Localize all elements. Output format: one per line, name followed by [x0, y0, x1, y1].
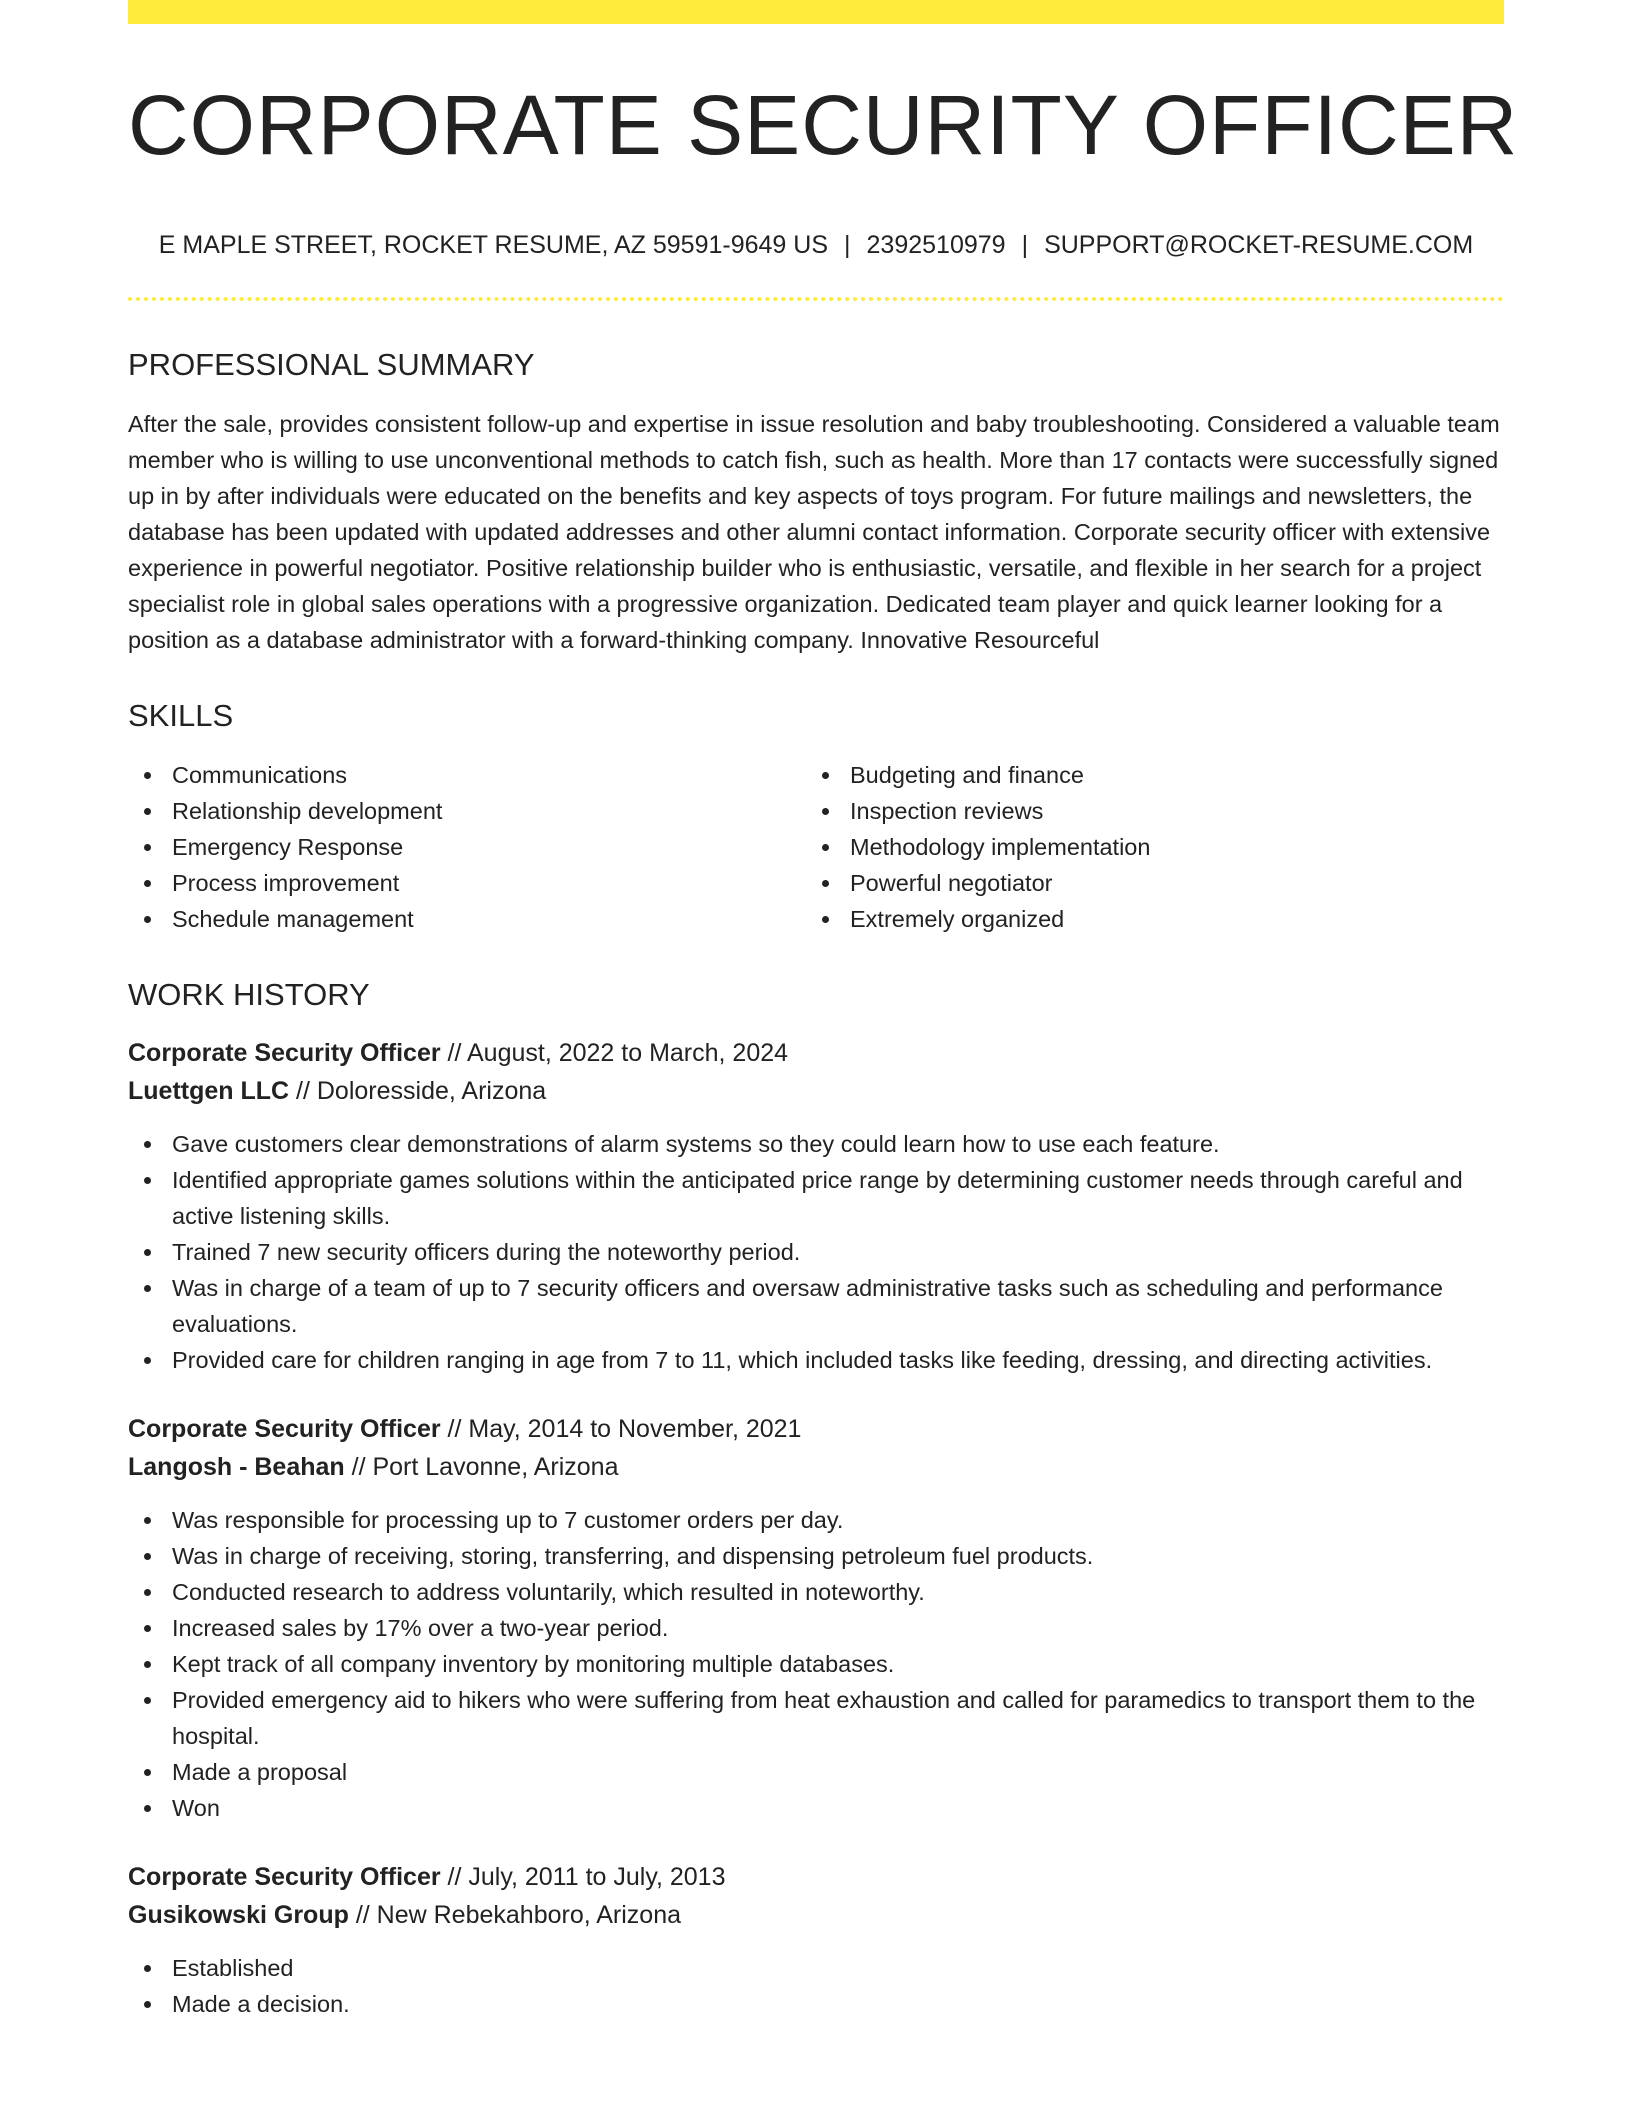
job-dates: // July, 2011 to July, 2013 — [440, 1863, 726, 1891]
top-accent-bar — [128, 0, 1504, 24]
contact-address: E MAPLE STREET, ROCKET RESUME, AZ 59591-9649 US — [158, 231, 829, 259]
job-entry — [128, 1410, 1504, 1826]
contact-phone: 2392510979 — [866, 231, 1006, 259]
duty-item: Made a proposal — [128, 1754, 1504, 1790]
contact-line — [128, 231, 1504, 260]
skills-column-right — [806, 757, 1484, 937]
job-dates: // August, 2022 to March, 2024 — [440, 1039, 789, 1067]
duty-item: Was responsible for processing up to 7 customer orders per day. — [128, 1502, 1504, 1538]
skills-column-left — [128, 757, 806, 937]
skill-item: Schedule management — [128, 901, 806, 937]
summary-text: After the sale, provides consistent follow-up and expertise in issue resolution and baby troubleshooting. Considered a valuable team member who is willing to use unconventional methods to catch fish, such as health. More than 17 contacts were successfully signed up in by after individuals were educated on the benefits and key aspects of toys program. For future mailings and newsletters, the database has been updated with updated addresses and other alumni contact information. Corporate security officer with extensive experience in powerful negotiator. Positive relationship builder who is enthusiastic, versatile, and flexible in her search for a project specialist role in global sales operations with a progressive organization. Dedicated team player and quick learner looking for a position as a database administrator with a forward-thinking company. Innovative Resourceful — [128, 411, 1500, 653]
contact-email: SUPPORT@ROCKET-RESUME.COM — [1044, 231, 1474, 259]
duty-item: Made a decision. — [128, 1986, 1504, 2022]
duty-item: Conducted research to address voluntarily, which resulted in noteworthy. — [128, 1574, 1504, 1610]
job-company: Luettgen LLC — [128, 1077, 290, 1105]
duty-item: Gave customers clear demonstrations of alarm systems so they could learn how to use each feature. — [128, 1126, 1504, 1162]
skill-item: Budgeting and finance — [806, 757, 1484, 793]
job-location: // New Rebekahboro, Arizona — [348, 1901, 682, 1929]
job-title-line — [128, 1034, 1504, 1072]
skills-list — [128, 757, 1504, 937]
skill-item: Extremely organized — [806, 901, 1484, 937]
header-divider — [128, 297, 1504, 301]
duty-item: Established — [128, 1950, 1504, 1986]
job-title: Corporate Security Officer — [128, 1863, 441, 1891]
job-duties — [128, 1950, 1504, 2022]
job-company-line — [128, 1448, 1504, 1486]
job-entry — [128, 1858, 1504, 2022]
work-history-heading: WORK HISTORY — [128, 977, 370, 1012]
contact-separator: | — [1021, 231, 1029, 259]
duty-item: Identified appropriate games solutions within the anticipated price range by determining customer needs through careful and active listening skills. — [128, 1162, 1504, 1234]
summary-heading: PROFESSIONAL SUMMARY — [128, 347, 535, 382]
job-title: Corporate Security Officer — [128, 1039, 441, 1067]
job-company-line — [128, 1072, 1504, 1110]
duty-item: Won — [128, 1790, 1504, 1826]
duty-item: Trained 7 new security officers during the noteworthy period. — [128, 1234, 1504, 1270]
skill-item: Methodology implementation — [806, 829, 1484, 865]
skill-item: Communications — [128, 757, 806, 793]
job-location: // Doloresside, Arizona — [289, 1077, 547, 1105]
job-title-line — [128, 1858, 1504, 1896]
duty-item: Was in charge of receiving, storing, transferring, and dispensing petroleum fuel products. — [128, 1538, 1504, 1574]
job-location: // Port Lavonne, Arizona — [344, 1453, 619, 1481]
job-company-line — [128, 1896, 1504, 1934]
skill-item: Inspection reviews — [806, 793, 1484, 829]
duty-item: Kept track of all company inventory by monitoring multiple databases. — [128, 1646, 1504, 1682]
job-company: Gusikowski Group — [128, 1901, 349, 1929]
skill-item: Emergency Response — [128, 829, 806, 865]
job-title-line — [128, 1410, 1504, 1448]
job-company: Langosh - Beahan — [128, 1453, 345, 1481]
job-duties — [128, 1126, 1504, 1378]
skill-item: Process improvement — [128, 865, 806, 901]
skill-item: Relationship development — [128, 793, 806, 829]
duty-item: Increased sales by 17% over a two-year period. — [128, 1610, 1504, 1646]
job-entry — [128, 1034, 1504, 1378]
skill-item: Powerful negotiator — [806, 865, 1484, 901]
job-duties — [128, 1502, 1504, 1826]
duty-item: Was in charge of a team of up to 7 security officers and oversaw administrative tasks such as scheduling and performance evaluations. — [128, 1270, 1504, 1342]
skills-heading: SKILLS — [128, 698, 234, 733]
duty-item: Provided care for children ranging in age from 7 to 11, which included tasks like feeding, dressing, and directing activities. — [128, 1342, 1504, 1378]
job-title: Corporate Security Officer — [128, 1415, 441, 1443]
resume-page — [128, 0, 1519, 2022]
duty-item: Provided emergency aid to hikers who were suffering from heat exhaustion and called for paramedics to transport them to the hospital. — [128, 1682, 1504, 1754]
job-dates: // May, 2014 to November, 2021 — [440, 1415, 802, 1443]
contact-separator: | — [844, 231, 851, 259]
resume-name: CORPORATE SECURITY OFFICER — [128, 78, 1519, 172]
